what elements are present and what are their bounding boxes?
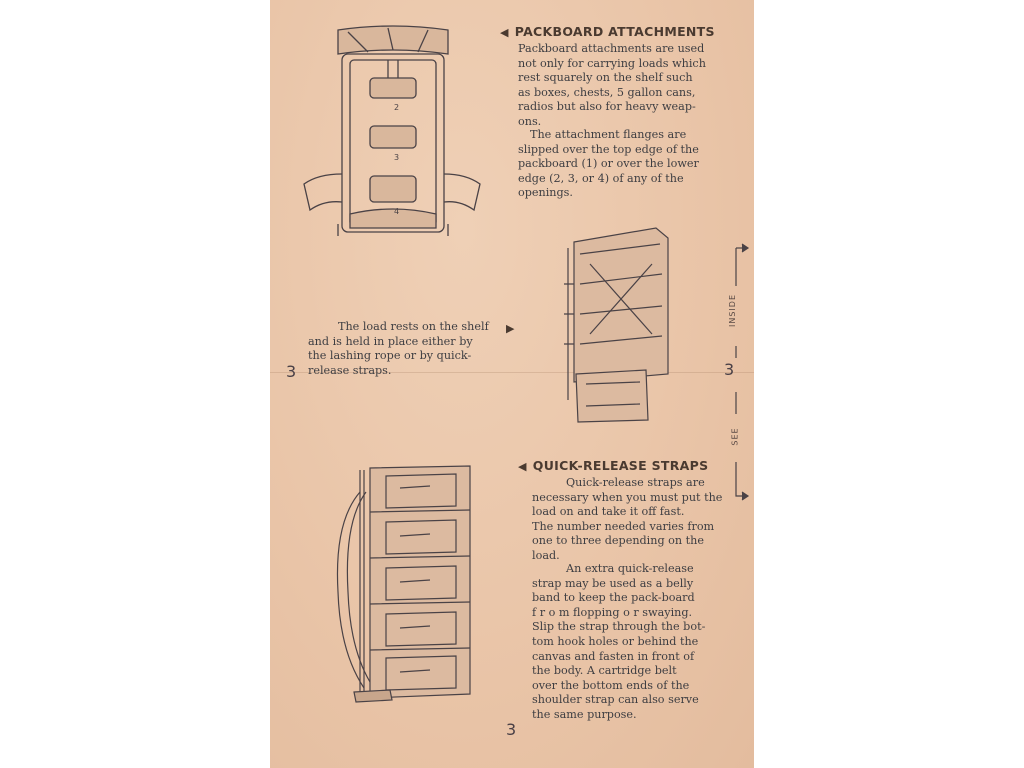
figure-label-4: 4 bbox=[394, 207, 400, 216]
packboard-attachments-heading: ◀ PACKBOARD ATTACHMENTS bbox=[500, 24, 715, 39]
see-inside-bracket bbox=[722, 246, 752, 506]
side-page-number-left: 3 bbox=[286, 362, 297, 381]
packboard-attachment-illustration bbox=[298, 24, 488, 244]
packboard-attachments-para1: Packboard attachments are used not only for carrying loads which rest squarely on the shelf such as boxes, chests, 5 gallon cans, radios but also for heavy weap- ons. bbox=[518, 42, 706, 128]
packboard-attachments-para2: The attachment flanges are slipped over the top edge of the packboard (1) or over the lower edge (2, 3, or 4) of any of the openings. bbox=[518, 128, 699, 200]
quick-release-straps-illustration bbox=[330, 462, 490, 702]
page-number: 3 bbox=[506, 720, 517, 739]
inside-label: INSIDE bbox=[728, 294, 737, 327]
quick-release-para1: Quick-release straps are necessary when you must put the load on and take it off fast. The number needed varies from one to three depending on the load. bbox=[532, 476, 723, 562]
pointer-arrow-icon: ◀ bbox=[500, 26, 509, 39]
pointer-arrow-icon: ◀ bbox=[518, 460, 527, 473]
figure-label-2: 2 bbox=[394, 103, 400, 112]
quick-release-heading: ◀ QUICK-RELEASE STRAPS bbox=[518, 458, 709, 473]
quick-release-para2: An extra quick-release strap may be used as a belly band to keep the pack-board f r o m flopping o r swaying. Slip the strap through the bot- tom hook holes or behind the canvas and fasten in front of the body. A cartridge belt over the bottom ends of the shoulder strap can also serve the same purpose. bbox=[532, 562, 706, 721]
pointer-arrow-right-icon: ▶ bbox=[506, 322, 515, 335]
side-page-number-right: 3 bbox=[724, 360, 735, 379]
load-rests-text: The load rests on the shelf and is held in place either by the lashing rope or by quick- release straps. bbox=[308, 320, 489, 377]
lashed-load-illustration bbox=[556, 224, 686, 424]
manual-page bbox=[270, 0, 754, 768]
figure-label-3: 3 bbox=[394, 153, 400, 162]
see-label: SEE bbox=[730, 427, 740, 446]
